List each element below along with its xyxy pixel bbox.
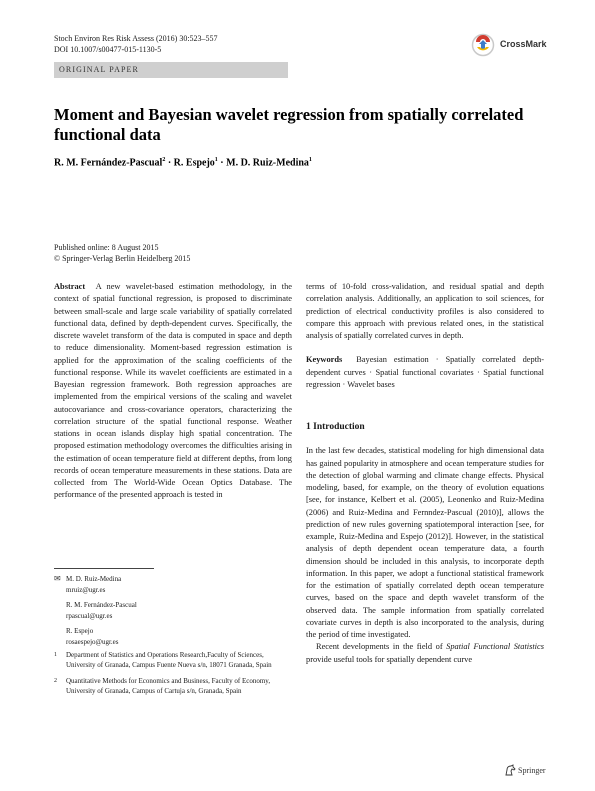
springer-horse-icon bbox=[504, 764, 516, 776]
author-name[interactable]: R. M. Fernández-Pascual bbox=[54, 157, 163, 169]
correspondent-name: R. M. Fernández-Pascual bbox=[66, 601, 137, 609]
crossmark-badge[interactable] bbox=[470, 33, 550, 57]
abstract-paragraph bbox=[54, 281, 292, 502]
abstract-label: Abstract bbox=[54, 282, 86, 291]
author-name[interactable]: R. Espejo bbox=[173, 157, 215, 169]
author-affiliation-mark: 1 bbox=[308, 157, 312, 163]
correspondent-name: M. D. Ruiz-Medina bbox=[66, 575, 122, 583]
footnote-divider bbox=[54, 568, 154, 569]
author-separator: · bbox=[167, 157, 172, 169]
correspondent-email[interactable]: rpascual@ugr.es bbox=[66, 611, 113, 620]
affiliation-number: 1 bbox=[54, 652, 57, 658]
envelope-icon: ✉ bbox=[54, 574, 61, 583]
corresponding-author bbox=[54, 574, 137, 595]
keywords-paragraph bbox=[306, 354, 544, 391]
keywords-text: Bayesian estimation · Spatially correlated depth-dependent curves · Spatial functional covariates · Spatial functional regression · Wavelet bases bbox=[306, 355, 544, 389]
intro-paragraph bbox=[306, 641, 544, 666]
correspondence-block bbox=[54, 574, 137, 647]
author-list bbox=[54, 157, 312, 168]
paper-title: Moment and Bayesian wavelet regression from spatially correlated functional data bbox=[54, 105, 524, 144]
correspondent-email[interactable]: mruiz@ugr.es bbox=[66, 585, 106, 594]
affiliation-text: Department of Statistics and Operations Research,Faculty of Sciences, University of Granada, Campus Fuente Nueva s/n, 18071 Granada, Spain bbox=[66, 651, 272, 670]
affiliation-item bbox=[54, 650, 292, 671]
abstract-text: A new wavelet-based estimation methodology, in the context of spatial functional regression, is proposed to discriminate between small-scale and large scale variability of spatially correlated functional data, defined by depth-dependent curves. Specifically, the discrete wavelet transform of the data is computed in space and depth to reduce dimensionality. Moment-based regression estimation is applied for the approximation of the scaling coefficients of the functional response. While its wavelet coefficients are estimated in a Bayesian regression framework. Both regression approaches are implemented from the empirical versions of the scaling and wavelet autocovariance and cross-covariance operators, characterizing the correlation structure of the spatial functional response. Weather stations in ocean islands display high spatial concentration. The proposed estimation methodology overcomes the difficulties arising in the estimation of ocean temperature field at different depths, from long records of ocean temperature measurements in these stations. Data are collected from The World-Wide Ocean Optics Database. The performance of the presented approach is tested in bbox=[54, 282, 292, 500]
intro-paragraph-text: provide useful tools for spatially dependent curve bbox=[306, 654, 473, 664]
affiliations bbox=[54, 650, 292, 702]
publication-info bbox=[54, 243, 190, 264]
author-separator: · bbox=[220, 157, 224, 169]
keywords-label: Keywords bbox=[306, 355, 343, 365]
doi[interactable]: DOI 10.1007/s00477-015-1130-5 bbox=[54, 45, 162, 54]
copyright-notice: © Springer-Verlag Berlin Heidelberg 2015 bbox=[54, 253, 191, 263]
section-heading-introduction: 1 Introduction bbox=[306, 422, 365, 432]
right-column bbox=[306, 281, 544, 666]
correspondent-entry bbox=[54, 626, 137, 647]
intro-paragraph-text: Recent developments in the field of bbox=[316, 642, 447, 652]
publisher-logo bbox=[504, 764, 546, 776]
article-type-banner bbox=[54, 62, 288, 78]
emphasis-text: Spatial Functional Statistics bbox=[446, 642, 544, 652]
affiliation-text: Quantitative Methods for Economics and Business, Faculty of Economy, University of Granada, Campus of Cartuja s/n, Granada, Spain bbox=[66, 676, 271, 696]
affiliation-number: 2 bbox=[54, 677, 57, 684]
correspondent-name: R. Espejo bbox=[66, 627, 94, 635]
article-type-label: ORIGINAL PAPER bbox=[59, 65, 139, 74]
crossmark-icon bbox=[470, 33, 496, 57]
abstract-column bbox=[54, 281, 292, 502]
abstract-continuation: terms of 10-fold cross-validation, and residual spatial and depth correlation analysis. Additionally, an application to soil sciences, for prediction of electrical conductivity profiles is also considered to compare this approach with previous related ones, in the statistical analysis of spatially correlated curves in depth. bbox=[306, 282, 544, 340]
crossmark-label: CrossMark bbox=[500, 39, 547, 49]
published-date: Published online: 8 August 2015 bbox=[54, 243, 159, 252]
journal-line: Stoch Environ Res Risk Assess (2016) 30:523–557 bbox=[54, 34, 218, 43]
author-name[interactable]: M. D. Ruiz-Medina bbox=[226, 157, 309, 169]
publisher-name: Springer bbox=[518, 765, 546, 775]
author-affiliation-mark: 2 bbox=[162, 157, 166, 163]
author-affiliation-mark: 1 bbox=[214, 157, 218, 163]
correspondent-entry bbox=[54, 600, 137, 621]
journal-citation bbox=[54, 33, 218, 55]
affiliation-item bbox=[54, 676, 292, 697]
intro-paragraph: In the last few decades, statistical modeling for high dimensional data has gained popularity in atmosphere and ocean temperature studies for the detection of global warming and climate change effects. Physical modeling, based, for example, on the theory of evolution equations [see, for instance, Kelbert et al. (2005), Leonenko and Ruiz-Medina (2006) and Ruiz-Medina and Fernndez-Pascual (2010)], allows the prediction of new rules governing spatiotemporal interaction [see, for example, Ruiz-Medina and Espejo (2012)]. However, in the statistical analysis of depth dependent ocean temperature data, a fourth dimension should be included in this analysis, to incorporate depth information. In this paper, we adopt a functional statistical framework for the estimation of spatially correlated depth ocean temperature curves, based on the space and depth wavelet transform of the observed data. The sample information from spatially correlated covariate curves in depth is also incorporated to the analysis, during the period of time investigated. bbox=[306, 446, 544, 639]
correspondent-email[interactable]: rosaespejo@ugr.es bbox=[66, 637, 119, 646]
